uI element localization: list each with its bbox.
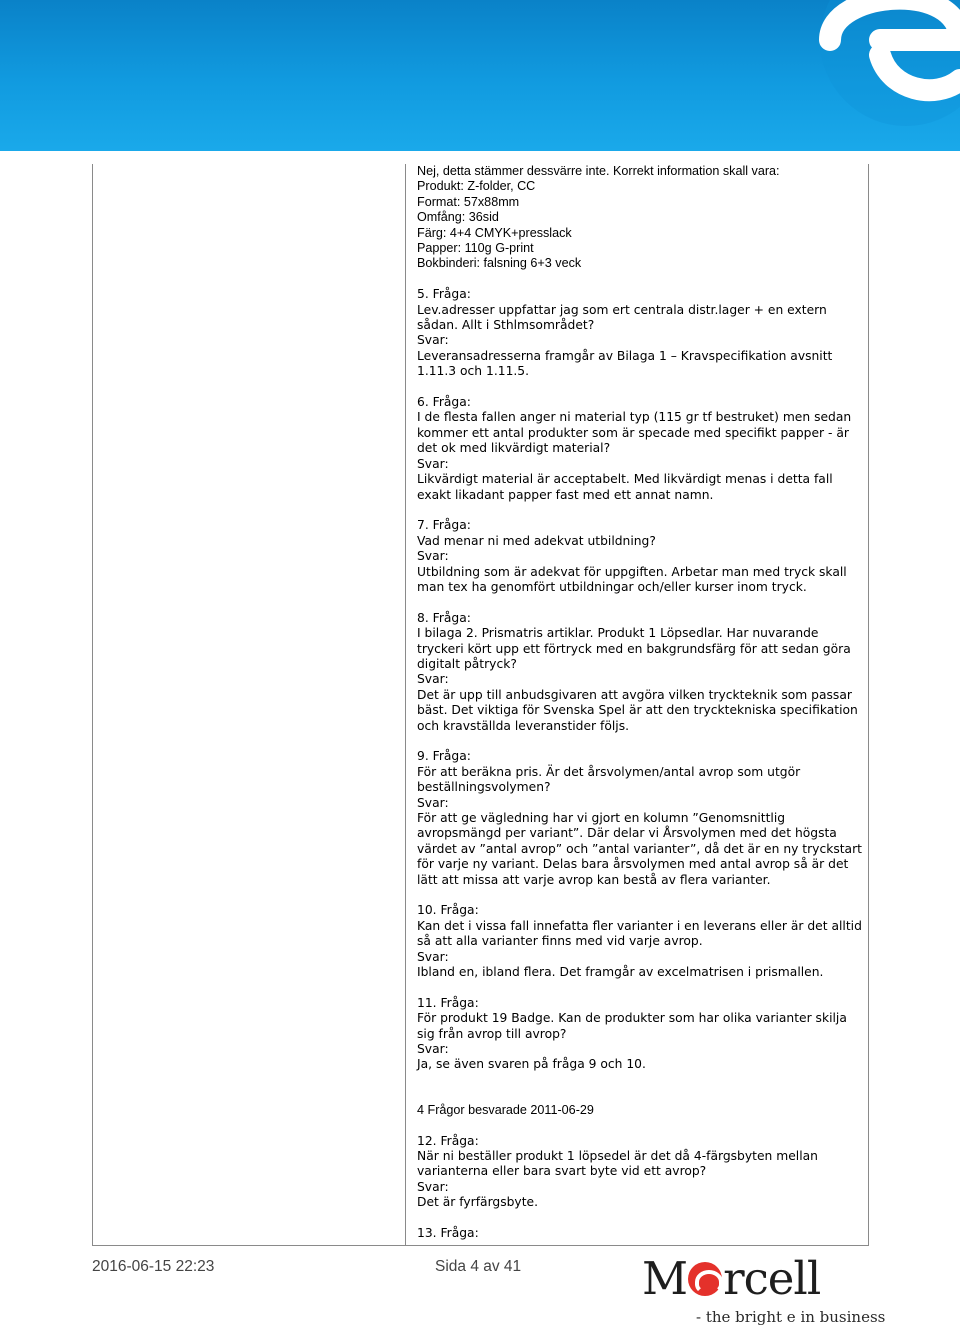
qa-item-12 [417,1134,865,1211]
qa-item-13 [417,1226,865,1241]
answer-label: Svar: [417,1042,449,1057]
question-heading: 13. Fråga: [417,1226,479,1241]
qa-item-8 [417,611,865,734]
header-banner [0,0,960,151]
question-text: För att beräkna pris. Är det årsvolymen/antal avrop som utgör beställningsvolymen? [417,764,801,795]
answer-text: Utbildning som är adekvat för uppgiften. Arbetar man med tryck skall man tex ha genomfört utbildningar och/eller kurser inom tryck. [417,564,847,594]
question-text: I de flesta fallen anger ni material typ (115 gr tf bestruket) men sedan kommer ett antal produkter som är specade med specifikt papper - är det ok med likvärdigt material? [417,410,852,456]
intro-line: Bokbinderi: falsning 6+3 veck [417,256,582,271]
answer-text: Ja, se även svaren på fråga 9 och 10. [417,1057,646,1072]
answer-text: För att ge vägledning har vi gjort en kolumn ”Genomsnittlig avropsmängd per variant”. Där delar vi Årsvolymen med det högsta värdet av ”antal avrop” och ”antal varianter”, då det är en ny tryckstart för varje ny variant. Delas bara årsvolymen med antal avrop så är det lätt att missa att varje avrop kan bestå av flera varianter. [417,810,862,887]
answer-text: Likvärdigt material är acceptabelt. Med likvärdigt menas i detta fall exakt likadant papper fast med ett annat namn. [417,472,833,502]
question-heading: 5. Fråga: [417,287,471,302]
qa-item-10 [417,903,865,980]
answer-text: Det är upp till anbudsgivaren att avgöra vilken tryckteknik som passar bäst. Det viktiga för Svenska Spel är att den trycktekniska specifikation och kravställda leveranstider följs. [417,687,858,733]
table-column-divider [405,164,406,1245]
answer-text: Leveransadresserna framgår av Bilaga 1 – Kravspecifikation avsnitt 1.11.3 och 1.11.5. [417,348,833,379]
question-heading: 7. Fråga: [417,518,471,533]
intro-block [417,164,865,272]
question-text: När ni beställer produkt 1 löpsedel är det då 4-färgsbyten mellan varianterna eller bara svart byte vid ett avrop? [417,1149,818,1179]
answer-label: Svar: [417,795,449,810]
answer-text: Ibland en, ibland flera. Det framgår av excelmatrisen i prismallen. [417,965,824,980]
e-swirl-icon [0,0,960,151]
question-text: Vad menar ni med adekvat utbildning? [417,533,656,548]
answer-label: Svar: [417,456,449,471]
table-left-border [92,164,93,1245]
question-heading: 8. Fråga: [417,610,471,625]
answer-label: Svar: [417,333,449,348]
marcell-logo [642,1252,886,1328]
answer-label: Svar: [417,949,449,964]
logo-wordmark: M rcell [642,1252,821,1305]
question-text: För produkt 19 Badge. Kan de produkter som har olika varianter skilja sig från avrop till avrop? [417,1011,847,1041]
question-heading: 12. Fråga: [417,1133,479,1148]
footer-page-number: Sida 4 av 41 [435,1258,522,1275]
intro-line: Papper: 110g G-print [417,241,534,256]
answer-label: Svar: [417,672,449,687]
section-heading: 4 Frågor besvarade 2011-06-29 [417,1102,594,1117]
footer-date: 2016-06-15 22:23 [92,1258,215,1275]
logo-tagline: - the bright e in business [696,1308,886,1326]
intro-line: Omfång: 36sid [417,210,499,225]
qa-item-5 [417,287,865,379]
question-heading: 6. Fråga: [417,395,471,410]
qa-item-11 [417,996,865,1073]
intro-line: Nej, detta stämmer dessvärre inte. Korrekt information skall vara: [417,164,780,178]
intro-line: Färg: 4+4 CMYK+presslack [417,225,572,240]
answer-label: Svar: [417,549,449,564]
intro-line: Produkt: Z-folder, CC [417,179,536,194]
question-heading: 11. Fråga: [417,995,479,1010]
logo-e-icon [688,1262,722,1296]
question-heading: 9. Fråga: [417,749,471,764]
intro-line: Format: 57x88mm [417,194,520,209]
question-text: Kan det i vissa fall innefatta fler varianter i en leverans eller är det alltid så att alla varianter finns med vid varje avrop. [417,918,862,949]
document-body [417,164,865,1257]
qa-item-9 [417,749,865,888]
table-right-border [868,164,869,1245]
qa-item-7 [417,518,865,595]
answer-label: Svar: [417,1179,449,1194]
question-heading: 10. Fråga: [417,903,479,918]
question-text: Lev.adresser uppfattar jag som ert centrala distr.lager + en extern sådan. Allt i Sthlmsområdet? [417,302,827,333]
question-text: I bilaga 2. Prismatris artiklar. Produkt 1 Löpsedlar. Har nuvarande tryckeri kört upp ett förtryck med en bakgrundsfärg för att sedan göra digitalt påtryck? [417,626,851,671]
answer-text: Det är fyrfärgsbyte. [417,1195,539,1210]
qa-item-6 [417,395,865,503]
